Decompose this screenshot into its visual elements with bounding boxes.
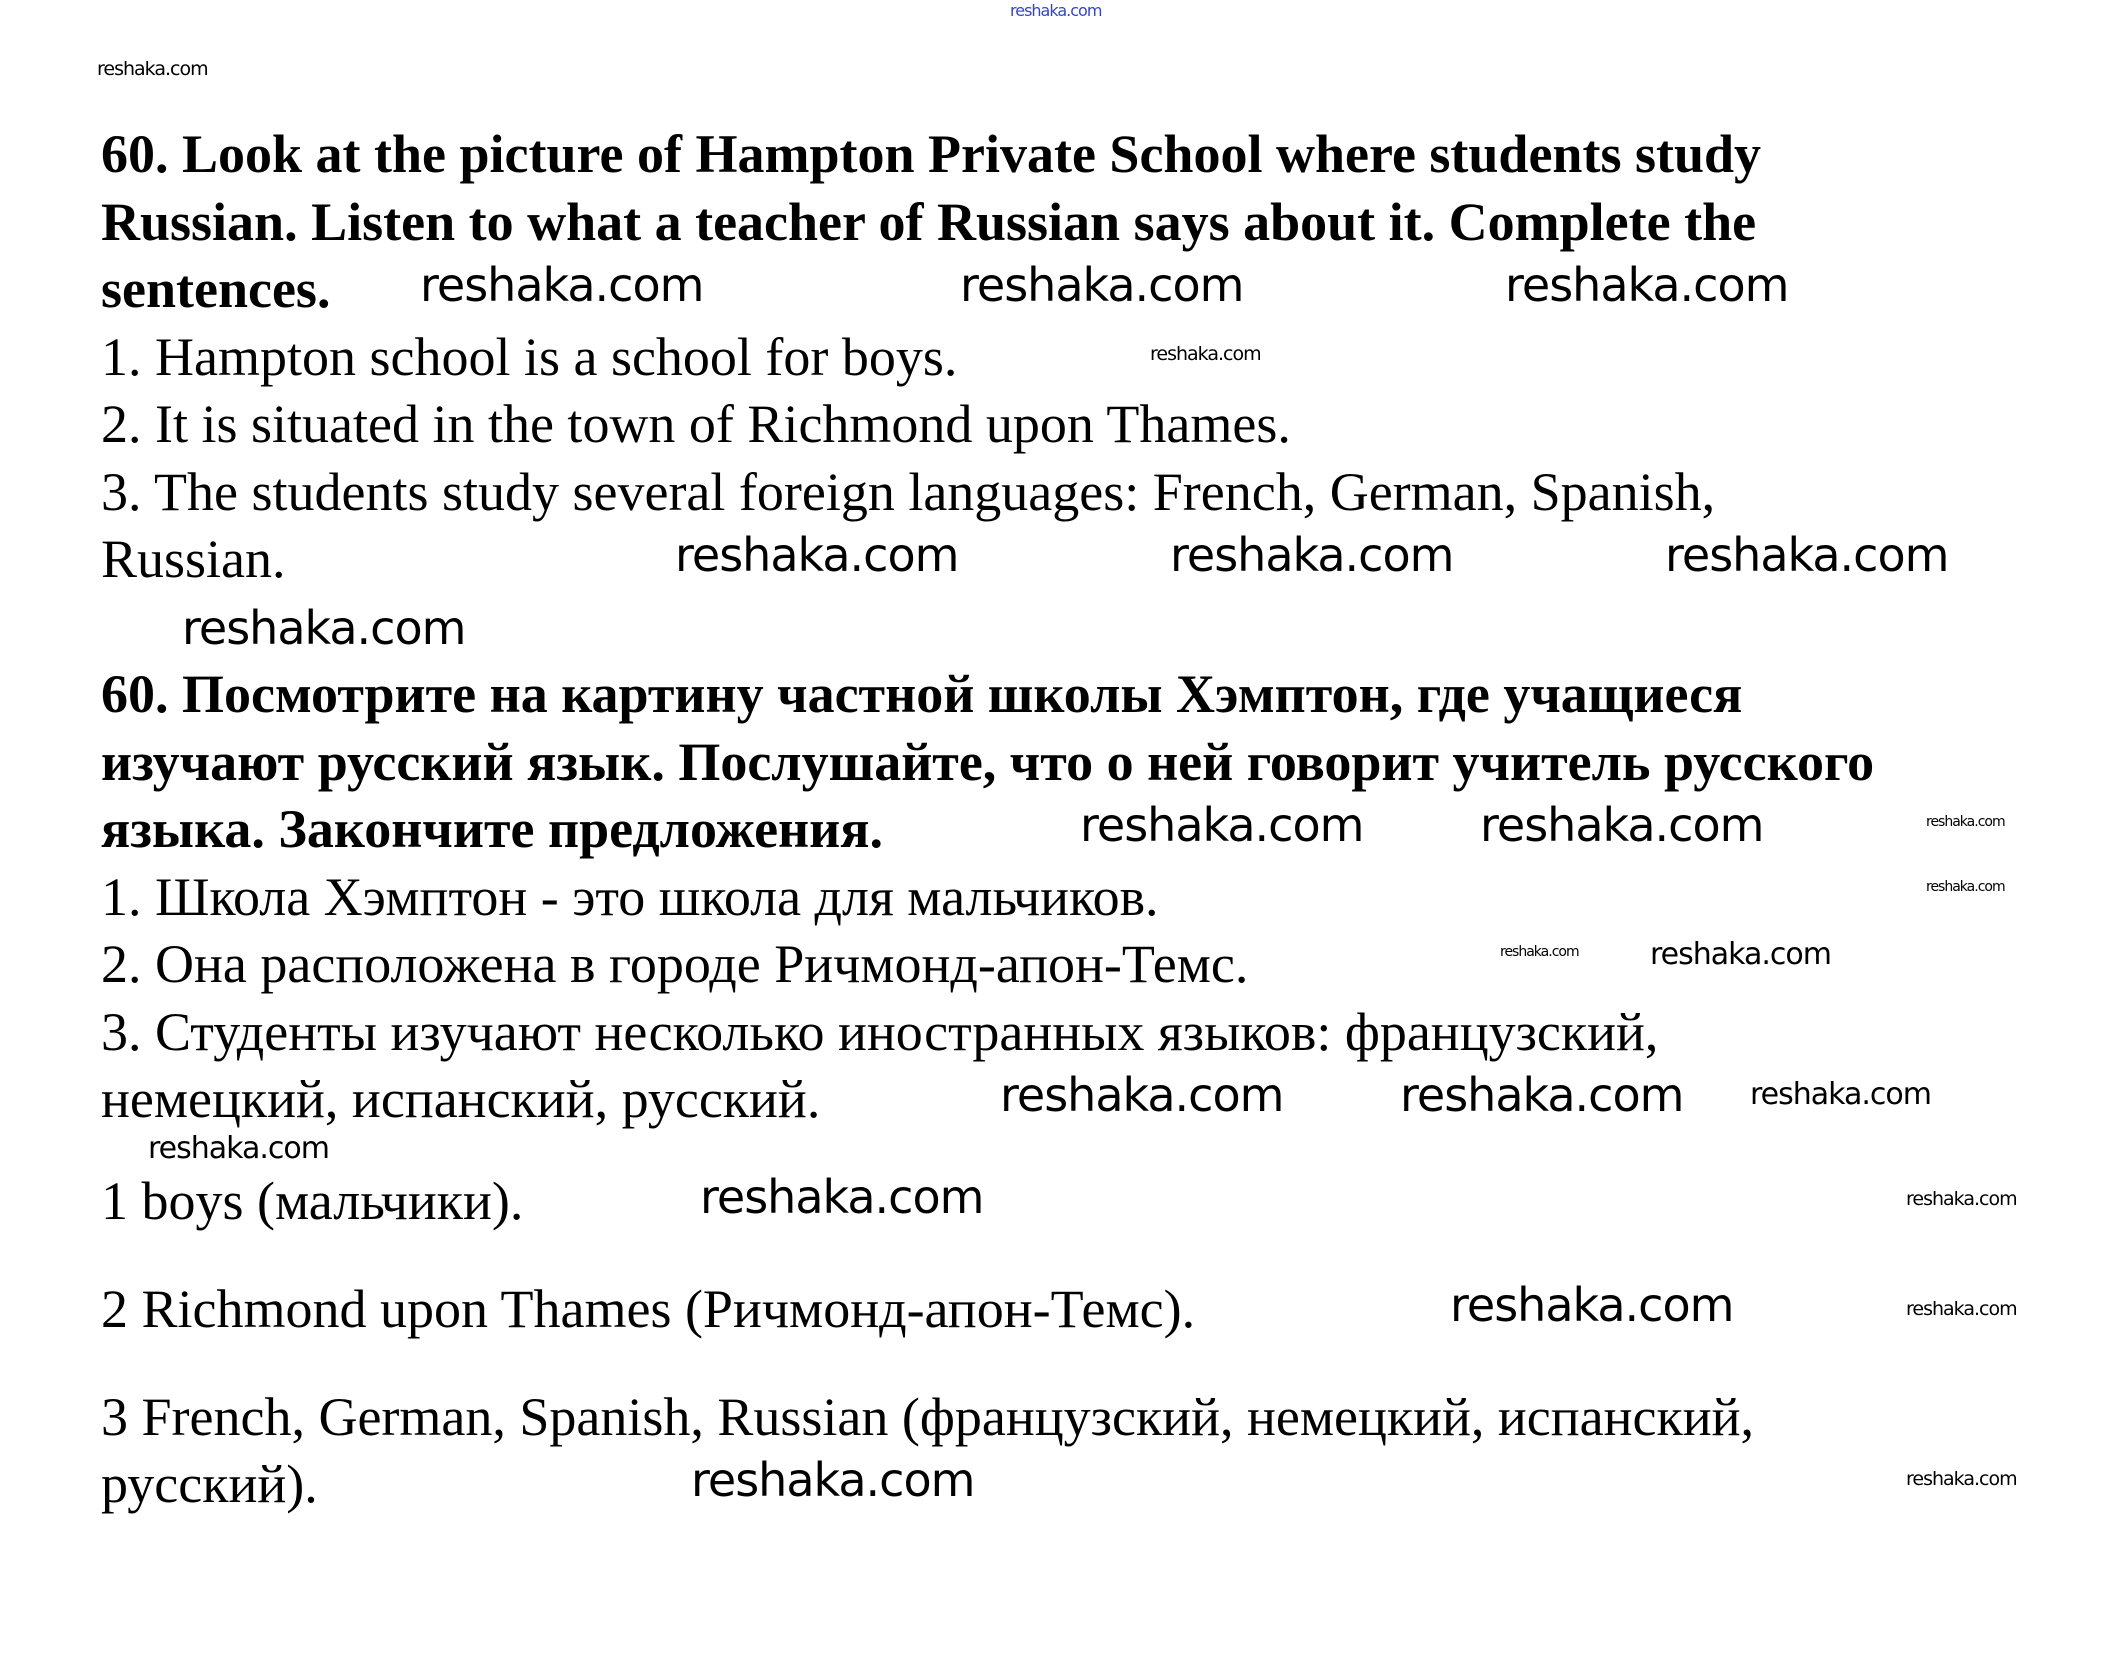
russian-item: 2. Она расположена в городе Ричмонд-апон-Темс. (101, 934, 1249, 994)
watermark: reshaka.com (1400, 1068, 1684, 1122)
watermark: reshaka.com (1750, 1077, 1931, 1112)
russian-heading-line: 60. Посмотрите на картину частной школы Хэмптон, где учащиеся (101, 664, 1743, 724)
english-item: 3. The students study several foreign languages: French, German, Spanish, (101, 462, 1716, 522)
watermark: reshaka.com (1650, 937, 1831, 972)
watermark: reshaka.com (691, 1453, 975, 1507)
watermark: reshaka.com (1500, 944, 1579, 960)
watermark: reshaka.com (1906, 1188, 2017, 1210)
watermark: reshaka.com (1000, 1068, 1284, 1122)
watermark: reshaka.com (182, 601, 466, 655)
watermark: reshaka.com (148, 1131, 329, 1166)
watermark: reshaka.com (700, 1170, 984, 1224)
english-item: Russian. (101, 529, 286, 589)
watermark: reshaka.com (97, 58, 208, 80)
watermark: reshaka.com (1505, 258, 1789, 312)
watermark: reshaka.com (675, 528, 959, 582)
watermark: reshaka.com (1480, 798, 1764, 852)
watermark: reshaka.com (1926, 879, 2005, 895)
russian-item: 1. Школа Хэмптон - это школа для мальчиков. (101, 867, 1159, 927)
answer-line: русский). (101, 1454, 318, 1514)
russian-heading-line: изучают русский язык. Послушайте, что о ней говорит учитель русского (101, 732, 1875, 792)
english-item: 2. It is situated in the town of Richmond upon Thames. (101, 394, 1291, 454)
watermark-link[interactable]: reshaka.com (1010, 1, 1102, 20)
watermark: reshaka.com (1906, 1298, 2017, 1320)
watermark: reshaka.com (1906, 1468, 2017, 1490)
english-item: 1. Hampton school is a school for boys. (101, 327, 958, 387)
english-heading-line: 60. Look at the picture of Hampton Private School where students study (101, 124, 1762, 184)
answer-line: 2 Richmond upon Thames (Ричмонд-апон-Темс). (101, 1279, 1196, 1339)
watermark: reshaka.com (1170, 528, 1454, 582)
watermark: reshaka.com (1450, 1278, 1734, 1332)
russian-heading-line: языка. Закончите предложения. (101, 799, 883, 859)
watermark: reshaka.com (1080, 798, 1364, 852)
watermark: reshaka.com (1926, 814, 2005, 830)
watermark: reshaka.com (960, 258, 1244, 312)
russian-item: 3. Студенты изучают несколько иностранных языков: французский, (101, 1002, 1659, 1062)
answer-line: 1 boys (мальчики). (101, 1171, 524, 1231)
answer-line: 3 French, German, Spanish, Russian (французский, немецкий, испанский, (101, 1387, 1755, 1447)
english-heading-line: Russian. Listen to what a teacher of Russian says about it. Complete the (101, 192, 1757, 252)
watermark: reshaka.com (1665, 528, 1949, 582)
english-heading-line: sentences. (101, 259, 331, 319)
russian-item: немецкий, испанский, русский. (101, 1069, 821, 1129)
watermark: reshaka.com (1150, 343, 1261, 365)
watermark: reshaka.com (420, 258, 704, 312)
